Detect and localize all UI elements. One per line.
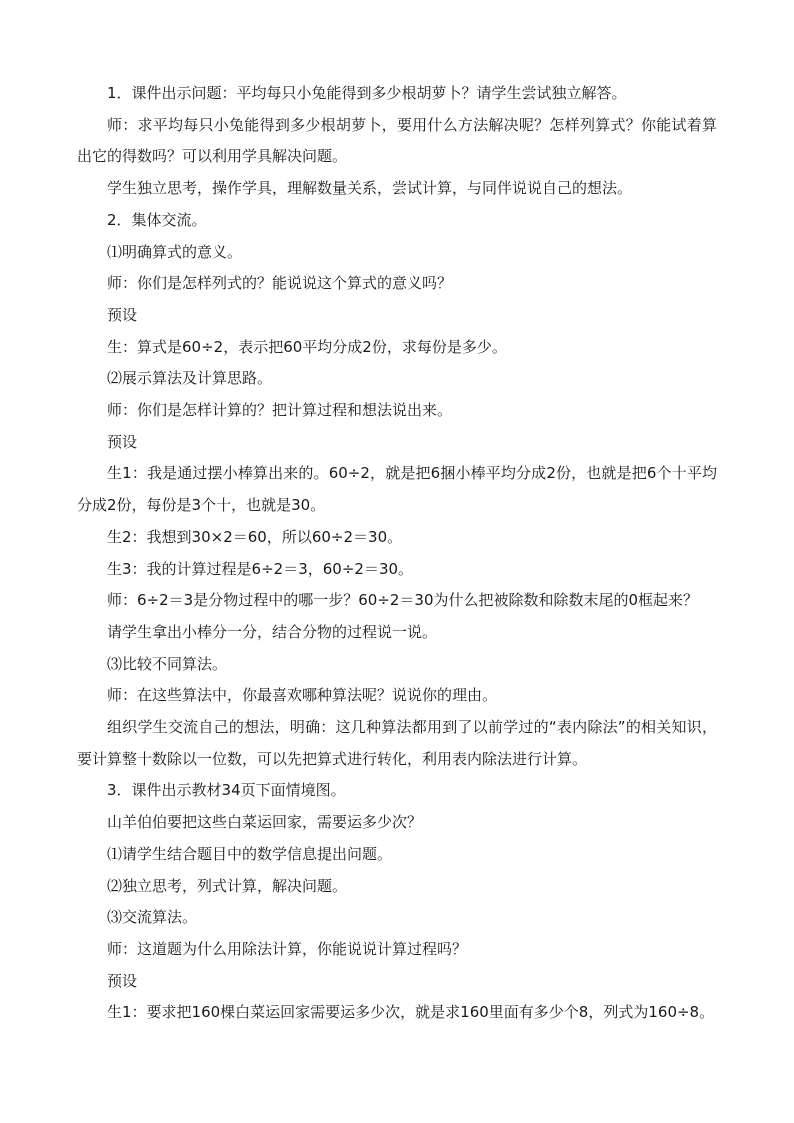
paragraph: 预设 [107, 432, 138, 451]
paragraph: ⑴请学生结合题目中的数学信息提出问题。 [107, 844, 393, 863]
paragraph: 生3：我的计算过程是6÷2＝3，60÷2＝30。 [107, 559, 414, 578]
paragraph: 2．集体交流。 [107, 210, 207, 229]
paragraph: 师：你们是怎样计算的？把计算过程和想法说出来。 [107, 401, 453, 420]
paragraph: 师：6÷2＝3是分物过程中的哪一步？60÷2＝30为什么把被除数和除数末尾的0框起来？ [107, 591, 699, 610]
paragraph: 师：在这些算法中，你最喜欢哪种算法呢？说说你的理由。 [107, 686, 498, 705]
paragraph: ⑴明确算式的意义。 [107, 242, 243, 261]
paragraph: 生2：我想到30×2＝60，所以60÷2＝30。 [107, 527, 403, 546]
paragraph: 请学生拿出小棒分一分，结合分物的过程说一说。 [107, 622, 438, 641]
paragraph: ⑶交流算法。 [107, 908, 198, 927]
paragraph: 预设 [107, 305, 138, 324]
paragraph: 师：求平均每只小兔能得到多少根胡萝卜，要用什么方法解决呢？怎样列算式？你能试着算出它的得数吗？可以利用学具解决问题。 [77, 115, 717, 166]
paragraph: 师：这道题为什么用除法计算，你能说说计算过程吗？ [107, 939, 468, 958]
paragraph: 生1：要求把160棵白菜运回家需要运多少次，就是求160里面有多少个8，列式为160÷8。 [107, 1003, 715, 1022]
paragraph: 生：算式是60÷2，表示把60平均分成2份，求每份是多少。 [107, 337, 507, 356]
paragraph: ⑶比较不同算法。 [107, 654, 228, 673]
paragraph: 组织学生交流自己的想法，明确：这几种算法都用到了以前学过的“表内除法”的相关知识，要计算整十数除以一位数，可以先把算式进行转化，利用表内除法进行计算。 [77, 718, 717, 768]
document-body [77, 78, 717, 1029]
paragraph: 生1：我是通过摆小棒算出来的。60÷2，就是把6捆小棒平均分成2份，也就是把6个十平均分成2份，每份是3个十，也就是30。 [77, 464, 717, 515]
paragraph: 师：你们是怎样列式的？能说说这个算式的意义吗？ [107, 274, 453, 293]
paragraph: ⑵展示算法及计算思路。 [107, 369, 273, 388]
paragraph: 3．课件出示教材34页下面情境图。 [107, 781, 346, 800]
paragraph: 山羊伯伯要把这些白菜运回家，需要运多少次？ [107, 813, 423, 832]
paragraph: ⑵独立思考，列式计算，解决问题。 [107, 876, 348, 895]
paragraph: 1．课件出示问题：平均每只小兔能得到多少根胡萝卜？请学生尝试独立解答。 [107, 84, 627, 102]
paragraph: 预设 [107, 971, 138, 990]
paragraph: 学生独立思考，操作学具，理解数量关系，尝试计算，与同伴说说自己的想法。 [107, 179, 633, 198]
